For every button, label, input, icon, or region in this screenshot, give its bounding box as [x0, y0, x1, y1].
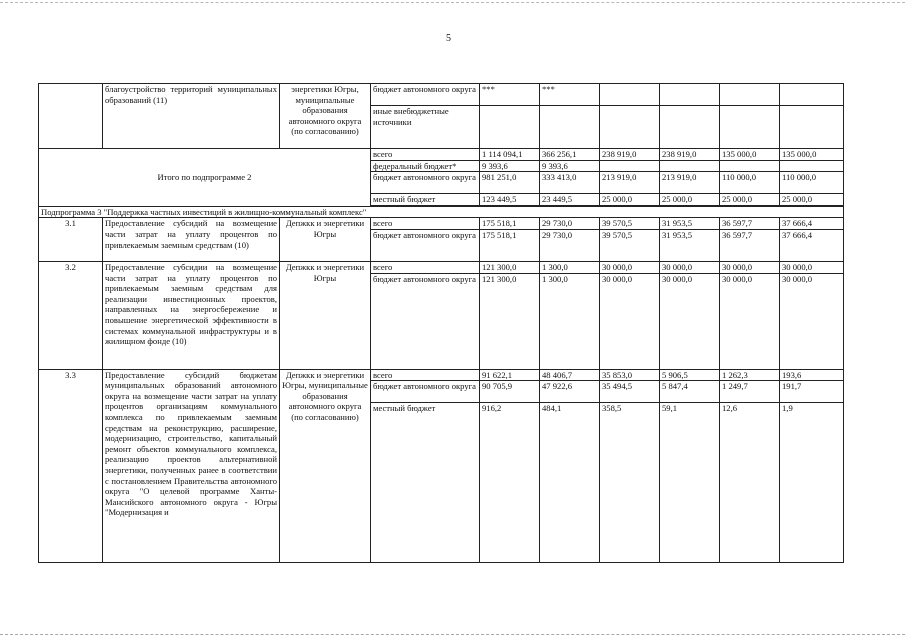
value-cell: 30 000,0 [780, 261, 844, 273]
value-cell: 59,1 [660, 403, 720, 563]
value-cell: 23 449,5 [540, 194, 600, 206]
value-cell: 30 000,0 [660, 273, 720, 369]
value-cell: 1 300,0 [540, 273, 600, 369]
value-cell: 30 000,0 [600, 273, 660, 369]
value-cell: 90 705,9 [480, 381, 540, 403]
value-cell: 30 000,0 [660, 261, 720, 273]
source-cell: иные внебюджетные источники [371, 106, 480, 149]
source-cell: всего [371, 369, 480, 381]
value-cell: 37 666,4 [780, 218, 844, 230]
value-cell: 916,2 [480, 403, 540, 563]
value-cell: 29 730,0 [540, 218, 600, 230]
source-cell: бюджет автономного округа [371, 229, 480, 261]
value-cell: 37 666,4 [780, 229, 844, 261]
measure-cell: Предоставление субсидий на возмещение части затрат на уплату процентов по привлекаемым заемным средствам (10) [103, 218, 280, 262]
source-cell: всего [371, 261, 480, 273]
value-cell: 9 393,6 [540, 160, 600, 172]
value-cell: 25 000,0 [660, 194, 720, 206]
value-cell: 91 622,1 [480, 369, 540, 381]
value-cell: 25 000,0 [720, 194, 780, 206]
row-number-cell: 3.2 [39, 261, 103, 369]
value-cell: 30 000,0 [600, 261, 660, 273]
value-cell: 36 597,7 [720, 218, 780, 230]
value-cell: 31 953,5 [660, 218, 720, 230]
program-table [38, 83, 844, 563]
table-row [39, 84, 844, 106]
table-row [39, 149, 844, 161]
table-row [39, 218, 844, 230]
value-cell [600, 106, 660, 149]
value-cell: 30 000,0 [720, 261, 780, 273]
row-number-cell: 3.3 [39, 369, 103, 563]
value-cell: 123 449,5 [480, 194, 540, 206]
value-cell [540, 106, 600, 149]
row-number-cell [39, 84, 103, 149]
value-cell: 121 300,0 [480, 273, 540, 369]
value-cell: 366 256,1 [540, 149, 600, 161]
value-cell: 1 114 094,1 [480, 149, 540, 161]
source-cell: бюджет автономного округа [371, 381, 480, 403]
value-cell: 193,6 [780, 369, 844, 381]
row-number-cell: 3.1 [39, 218, 103, 262]
source-cell: всего [371, 218, 480, 230]
value-cell: 1 300,0 [540, 261, 600, 273]
subprogram-header: Подпрограмма 3 "Поддержка частных инвестиций в жилищно-коммунальный комплекс" [39, 206, 844, 218]
value-cell: 9 393,6 [480, 160, 540, 172]
value-cell [720, 106, 780, 149]
value-cell: 48 406,7 [540, 369, 600, 381]
table-row [39, 261, 844, 273]
value-cell [780, 160, 844, 172]
scan-edge-top [0, 2, 905, 3]
value-cell: 1 249,7 [720, 381, 780, 403]
source-cell: бюджет автономного округа [371, 172, 480, 194]
source-cell: местный бюджет [371, 194, 480, 206]
subtotal-label: Итого по подпрограмме 2 [39, 149, 371, 207]
value-cell: *** [540, 84, 600, 106]
value-cell: 25 000,0 [600, 194, 660, 206]
value-cell: 175 518,1 [480, 218, 540, 230]
value-cell [720, 84, 780, 106]
value-cell: 358,5 [600, 403, 660, 563]
value-cell: 484,1 [540, 403, 600, 563]
value-cell: 39 570,5 [600, 218, 660, 230]
value-cell: 121 300,0 [480, 261, 540, 273]
value-cell: 12,6 [720, 403, 780, 563]
source-cell: федеральный бюджет* [371, 160, 480, 172]
value-cell: 110 000,0 [780, 172, 844, 194]
value-cell: 35 853,0 [600, 369, 660, 381]
value-cell: 333 413,0 [540, 172, 600, 194]
value-cell [720, 160, 780, 172]
measure-cell: Предоставление субсидий бюджетам муниципальных образований автономного округа на возмещение части затрат на уплату процентов организациям коммунального комплекса по привлекаемым заемным средствам на реконструкцию, расширение, модернизацию, строительство, капитальный ремонт объектов коммунального комплекса, реализацию проектов альтернативной энергетики, полученных ранее в соответствии с постановлением Правительства автономного округа "О целевой программе Ханты-Мансийского автономного округа - Югры "Модернизация и [103, 369, 280, 563]
value-cell: 213 919,0 [600, 172, 660, 194]
source-cell: всего [371, 149, 480, 161]
value-cell: 39 570,5 [600, 229, 660, 261]
value-cell: 36 597,7 [720, 229, 780, 261]
table-row [39, 206, 844, 218]
executor-cell: Депжкк и энергетики Югры [280, 218, 371, 262]
scan-edge-bottom [0, 634, 905, 635]
value-cell: 31 953,5 [660, 229, 720, 261]
value-cell: 1 262,3 [720, 369, 780, 381]
value-cell: 29 730,0 [540, 229, 600, 261]
value-cell: 981 251,0 [480, 172, 540, 194]
value-cell: 1,9 [780, 403, 844, 563]
source-cell: бюджет автономного округа [371, 273, 480, 369]
value-cell [780, 84, 844, 106]
value-cell [780, 106, 844, 149]
measure-cell: благоустройство территорий муниципальных образований (11) [103, 84, 280, 149]
value-cell [600, 160, 660, 172]
value-cell: 175 518,1 [480, 229, 540, 261]
value-cell: *** [480, 84, 540, 106]
value-cell: 30 000,0 [780, 273, 844, 369]
value-cell: 213 919,0 [660, 172, 720, 194]
value-cell: 25 000,0 [780, 194, 844, 206]
executor-cell: Депжкк и энергетики Югры [280, 261, 371, 369]
value-cell [660, 84, 720, 106]
value-cell: 47 922,6 [540, 381, 600, 403]
value-cell: 35 494,5 [600, 381, 660, 403]
value-cell [660, 160, 720, 172]
executor-cell: Депжкк и энергетики Югры, муниципальные образования автономного округа (по согласованию) [280, 369, 371, 563]
value-cell [600, 84, 660, 106]
value-cell: 5 847,4 [660, 381, 720, 403]
value-cell: 135 000,0 [780, 149, 844, 161]
source-cell: местный бюджет [371, 403, 480, 563]
value-cell: 30 000,0 [720, 273, 780, 369]
value-cell [480, 106, 540, 149]
value-cell: 110 000,0 [720, 172, 780, 194]
value-cell: 191,7 [780, 381, 844, 403]
value-cell: 238 919,0 [600, 149, 660, 161]
table-row [39, 369, 844, 381]
value-cell: 238 919,0 [660, 149, 720, 161]
value-cell: 5 906,5 [660, 369, 720, 381]
measure-cell: Предоставление субсидии на возмещение части затрат на уплату процентов по привлекаемым заемным средствам для реализации инвестиционных проектов, направленных на энергосбережение и повышение энергетической эффективности в системах коммунальной инфраструктуры и в жилищном фонде (10) [103, 261, 280, 369]
source-cell: бюджет автономного округа [371, 84, 480, 106]
value-cell: 135 000,0 [720, 149, 780, 161]
executor-cell: энергетики Югры, муниципальные образования автономного округа (по согласованию) [280, 84, 371, 149]
value-cell [660, 106, 720, 149]
page-number: 5 [446, 33, 451, 44]
